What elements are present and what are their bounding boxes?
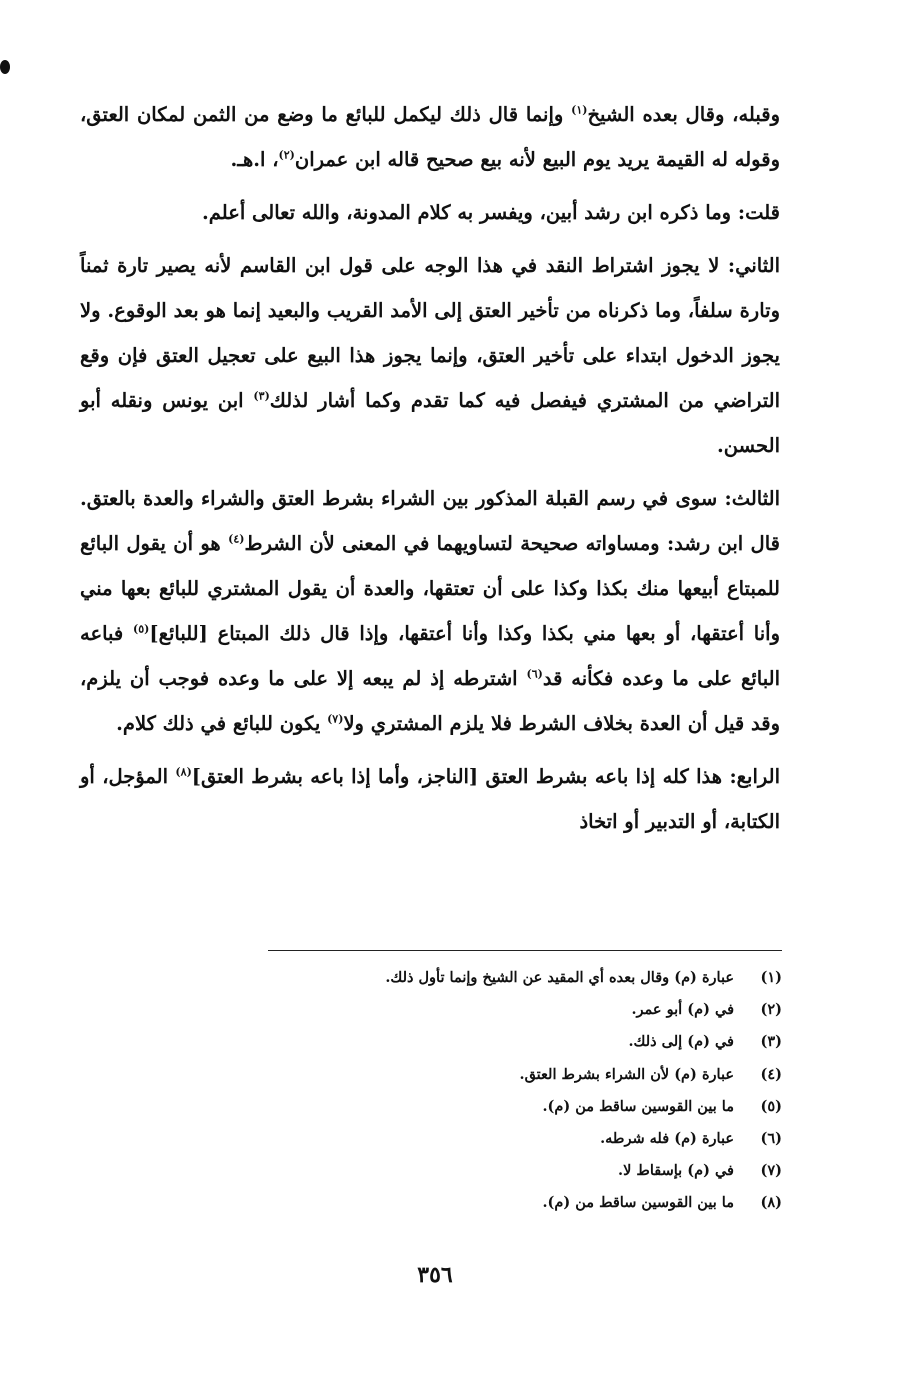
footnote-text: عبارة (م) لأن الشراء بشرط العتق. — [519, 1065, 734, 1083]
footnote-text: في (م) أبو عمر. — [631, 1001, 734, 1019]
footnote — [300, 1155, 782, 1187]
text-run: ، ا.هـ. — [230, 148, 279, 171]
footnote-ref-3: (٣) — [253, 389, 270, 403]
footnote-number: (١) — [760, 969, 782, 986]
text-run: الرابع: هذا كله إذا باعه بشرط العتق [الناجز، وأما إذا باعه بشرط العتق] — [191, 765, 780, 788]
footnote-text: في (م) إلى ذلك. — [628, 1033, 734, 1051]
footnote — [300, 1123, 782, 1155]
footnote-separator — [268, 950, 782, 951]
footnote-number: (٧) — [760, 1162, 782, 1180]
text-run: فباعه البائع على ما وعده فكأنه قد — [80, 622, 780, 690]
footnote — [300, 1059, 782, 1091]
main-text — [80, 92, 780, 852]
footnote-number: (٣) — [760, 1033, 782, 1051]
footnote-text: عبارة (م) فله شرطه. — [600, 1130, 734, 1148]
paragraph-2: قلت: وما ذكره ابن رشد أبين، ويفسر به كلام المدونة، والله تعالى أعلم. — [201, 201, 780, 224]
footnotes-list — [300, 962, 782, 1220]
footnote-number: (٥) — [760, 1097, 782, 1115]
footnote — [300, 962, 782, 994]
page-number: ٣٥٦ — [417, 1262, 453, 1288]
footnote-number: (٢) — [760, 1001, 782, 1019]
text-run: وقبله، وقال بعده الشيخ — [587, 103, 780, 126]
footnote-number: (٨) — [760, 1194, 782, 1212]
paragraph-5 — [80, 754, 780, 844]
footnote-text: في (م) بإسقاط لا. — [618, 1162, 734, 1180]
footnote-ref-4: (٤) — [228, 532, 245, 546]
paragraph-1 — [80, 92, 780, 182]
text-run: يكون للبائع في ذلك كلام. — [116, 712, 328, 735]
footnote — [300, 1091, 782, 1123]
footnote-ref-8: (٨) — [175, 765, 192, 779]
paragraph-4 — [80, 476, 780, 746]
text-run: المؤجل، أو الكتابة، أو التدبير أو اتخاذ — [80, 765, 780, 833]
footnote-ref-5: (٥) — [133, 622, 150, 636]
footnote-text: ما بين القوسين ساقط من (م). — [542, 1194, 734, 1212]
footnote-ref-7: (٧) — [327, 712, 344, 726]
footnote — [300, 994, 782, 1026]
footnote-text: ما بين القوسين ساقط من (م). — [542, 1097, 734, 1115]
footnote-text: عبارة (م) وقال بعده أي المقيد عن الشيخ وإنما تأول ذلك. — [385, 969, 734, 986]
scan-mark — [0, 60, 10, 74]
footnote-ref-6: (٦) — [526, 667, 543, 681]
footnote-number: (٦) — [760, 1130, 782, 1148]
text-run: وإنما قال ذلك ليكمل للبائع ما وضع من الثمن لمكان العتق، وقوله له القيمة يريد يوم البيع لأنه بيع صحيح قاله ابن عمران — [80, 103, 780, 171]
text-run: ابن يونس ونقله أبو الحسن. — [80, 389, 780, 457]
footnote-ref-1: (١) — [571, 103, 588, 117]
paragraph-3 — [80, 243, 780, 468]
text-run: الثالث: سوى في رسم القبلة المذكور بين الشراء بشرط العتق والشراء والعدة بالعتق. قال ابن رشد: ومساواته صحيحة لتساويهما في المعنى لأن الشرط — [80, 487, 780, 555]
text-run: هو أن يقول البائع للمبتاع أبيعها منك بكذا وكذا على أن تعتقها، والعدة أن يقول المشتري للبائع بعها مني وأنا أعتقها، أو بعها مني بكذا وكذا وأنا أعتقها، وإذا قال ذلك المبتاع [للبائع] — [80, 532, 780, 645]
footnote-number: (٤) — [760, 1065, 782, 1083]
text-run: الثاني: لا يجوز اشتراط النقد في هذا الوجه على قول ابن القاسم لأنه يصير تارة ثمناً وتارة سلفاً، وما ذكرناه من تأخير العتق إلى الأمد القريب والبعيد إنما هو بعد الوقوع. ولا يجوز الدخول ابتداء على تأخير العتق، وإنما يجوز هذا البيع على تعجيل العتق فإن وقع التراضي من المشتري فيفصل فيه كما تقدم وكما أشار لذلك — [80, 254, 780, 412]
text-run: اشترطه إذ لم يبعه إلا على ما وعده فوجب أن يلزم، وقد قيل أن العدة بخلاف الشرط فلا يلزم المشتري ولا — [80, 667, 780, 735]
footnote — [300, 1026, 782, 1058]
footnote — [300, 1187, 782, 1219]
footnote-ref-2: (٢) — [278, 148, 295, 162]
